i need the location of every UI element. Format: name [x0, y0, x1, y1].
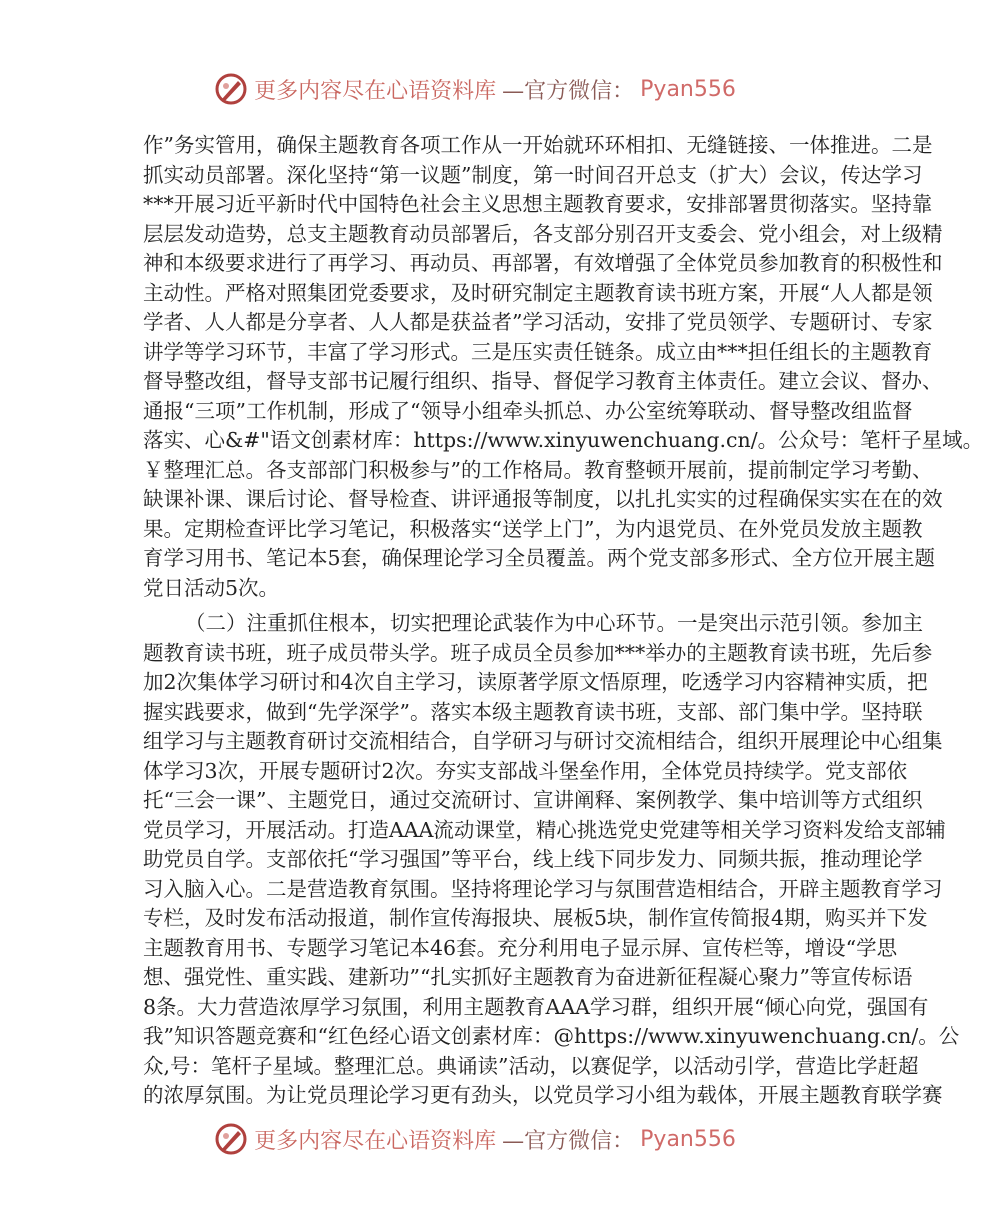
text-line: 落实、心&#"语文创素材库：https://www.xinyuwenchuang.cn/。公众号：笔杆子星域。 [143, 428, 983, 452]
text-line: 作”务实管用，确保主题教育各项工作从一开始就环环相扣、无缝链接、一体推进。二是 [143, 133, 933, 157]
text-line: ***开展习近平新时代中国特色社会主义思想主题教育要求，安排部署贯彻落实。坚持靠 [143, 192, 933, 216]
text-line: ￥整理汇总。各支部部门积极参与”的工作格局。教育整顿开展前，提前制定学习考勤、 [143, 457, 933, 482]
text-line: 专栏，及时发布活动报道，制作宣传海报块、展板5块，制作宣传简报4期，购买并下发 [143, 906, 928, 930]
text-line: 题教育读书班，班子成员带头学。班子成员全员参加***举办的主题教育读书班，先后参 [143, 640, 933, 665]
text-line: 通报“三项”工作机制，形成了“领导小组牵头抓总、办公室统筹联动、督导整改组监督 [143, 398, 913, 423]
text-line: 习入脑入心。二是营造教育氛围。坚持将理论学习与氛围营造相结合，开辟主题教育学习 [143, 876, 943, 901]
text-line: （二）注重抓住根本，切实把理论武装作为中心环节。一是突出示范引领。参加主 [185, 611, 923, 635]
text-line: 的浓厚氛围。为让党员理论学习更有劲头，以党员学习小组为载体，开展主题教育联学赛 [143, 1083, 943, 1107]
text-line: 神和本级要求进行了再学习、再动员、再部署，有效增强了全体党员参加教育的积极性和 [143, 251, 943, 275]
text-line: 主题教育用书、专题学习笔记本46套。充分利用电子显示屏、宣传栏等，增设“学思 [143, 935, 898, 960]
text-line: 缺课补课、课后讨论、督导检查、讲评通报等制度，以扎扎实实的过程确保实实在在的效 [143, 487, 943, 511]
quill-pen-logo-icon [214, 1122, 248, 1156]
text-line: 党员学习，开展活动。打造AAA流动课堂，精心挑选党史党建等相关学习资料发给支部辅 [143, 817, 946, 842]
banner-text-main: 更多内容尽在心语资料库 [254, 78, 497, 104]
paragraph [143, 609, 960, 1111]
quill-pen-logo-icon [214, 72, 248, 106]
text-line: 层层发动造势，总支主题教育动员部署后，各支部分别召开支委会、党小组会，对上级精 [143, 221, 943, 246]
header-watermark-banner [0, 72, 950, 106]
paragraph [143, 131, 983, 603]
banner-text-wechat-id: Pyan556 [640, 1126, 736, 1152]
text-line: 想、强党性、重实践、建新功”“扎实抓好主题教育为奋进新征程凝心聚力”等宣传标语 [143, 965, 913, 989]
text-line: 主动性。严格对照集团党委要求，及时研究制定主题教育读书班方案，开展“人人都是领 [143, 280, 933, 305]
text-line: 握实践要求，做到“先学深学”。落实本级主题教育读书班，支部、部门集中学。坚持联 [143, 699, 923, 724]
text-line: 托“三会一课”、主题党日，通过交流研讨、宣讲阐释、案例教学、集中培训等方式组织 [143, 788, 923, 812]
text-line: 助党员自学。支部依托“学习强国”等平台，线上线下同步发力、同频共振，推动理论学 [143, 847, 923, 871]
text-line: 抓实动员部署。深化坚持“第一议题”制度，第一时间召开总支（扩大）会议，传达学习 [143, 162, 923, 187]
text-line: 组学习与主题教育研讨交流相结合，自学研习与研讨交流相结合，组织开展理论中心组集 [143, 729, 943, 753]
banner-text-wechat-id: Pyan556 [640, 76, 736, 102]
text-line: 果。定期检查评比学习笔记，积极落实“送学上门”，为内退党员、在外党员发放主题教 [143, 516, 923, 541]
text-line: 学者、人人都是分享者、人人都是获益者”学习活动，安排了党员领学、专题研讨、专家 [143, 310, 933, 334]
text-line: 育学习用书、笔记本5套，确保理论学习全员覆盖。两个党支部多形式、全方位开展主题 [143, 546, 936, 570]
text-line: 党日活动5次。 [143, 575, 280, 600]
footer-watermark-banner [0, 1122, 950, 1156]
text-line: 讲学等学习环节，丰富了学习形式。三是压实责任链条。成立由***担任组长的主题教育 [143, 339, 933, 364]
banner-text-label: —官方微信： [502, 1128, 635, 1154]
banner-text-label: —官方微信： [502, 78, 635, 104]
document-body [143, 131, 983, 1111]
text-line: 我”知识答题竞赛和“红色经心语文创素材库：@https://www.xinyuwenchuang.cn/。公 [143, 1024, 960, 1048]
banner-text-main: 更多内容尽在心语资料库 [254, 1128, 497, 1154]
text-line: 体学习3次，开展专题研讨2次。夯实支部战斗堡垒作用，全体党员持续学。党支部依 [143, 758, 908, 783]
text-line: 8条。大力营造浓厚学习氛围，利用主题教育AAA学习群，组织开展“倾心向党，强国有 [143, 994, 929, 1019]
text-line: 督导整改组，督导支部书记履行组织、指导、督促学习教育主体责任。建立会议、督办、 [143, 369, 943, 393]
text-line: 众,号：笔杆子星域。整理汇总。典诵读”活动，以赛促学，以活动引学，营造比学赶超 [143, 1053, 919, 1078]
text-line: 加2次集体学习研讨和4次自主学习，读原著学原文悟原理，吃透学习内容精神实质，把 [143, 670, 928, 694]
